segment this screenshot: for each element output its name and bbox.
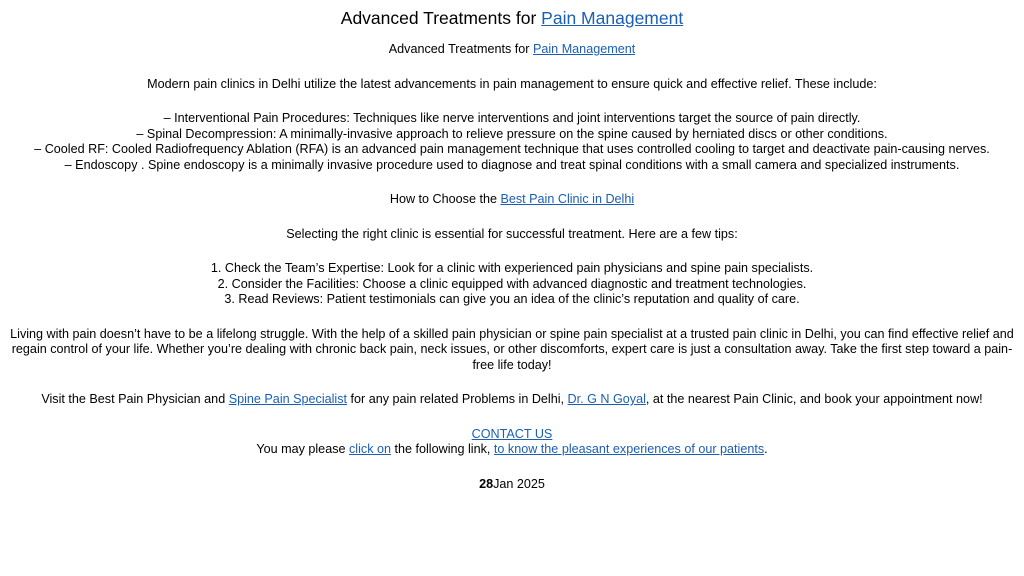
subtitle-text: Advanced Treatments for [388,42,533,56]
page-title [6,6,1018,30]
intro-paragraph: Modern pain clinics in Delhi utilize the latest advancements in pain management to ensure quick and effective relief. These include: [147,76,877,91]
choose-heading [6,192,1018,208]
choose-heading-text: How to Choose the [389,192,501,206]
treatment-item-interventional: – Interventional Pain Procedures: Techniques like nerve interventions and joint interventions target the source of pain directly. [163,111,861,125]
treatment-item-decompression: – Spinal Decompression: A minimally-invasive approach to relieve pressure on the spine caused by herniated discs or other conditions. [136,126,888,141]
visit-text-1: Visit the Best Pain Physician and [41,392,229,406]
tips-intro: Selecting the right clinic is essential for successful treatment. Here are a few tips: [286,226,738,241]
pain-management-link[interactable]: Pain Management [532,42,636,56]
date-month-year: Jan 2025 [493,476,545,491]
treatment-item-endoscopy: – Endoscopy . Spine endoscopy is a minimally invasive procedure used to diagnose and treat spinal conditions with a small camera and specialized instruments. [64,157,960,172]
page-title-text: Advanced Treatments for [340,8,542,28]
contact-text-1: You may please [256,442,349,456]
tips-list [6,261,1018,308]
pain-management-title-link[interactable]: Pain Management [541,8,684,28]
treatment-item-cooled-rf: – Cooled RF: Cooled Radiofrequency Ablation (RFA) is an advanced pain management technique that uses controlled cooling to target and deactivate pain-causing nerves. [34,142,990,156]
dr-gn-goyal-link[interactable]: Dr. G N Goyal [567,392,646,406]
visit-paragraph [6,392,1018,408]
patient-experiences-link[interactable]: to know the pleasant experiences of our patients [493,442,765,456]
spine-pain-specialist-link[interactable]: Spine Pain Specialist [228,392,348,406]
tip-item-reviews: 3. Read Reviews: Patient testimonials can give you an idea of the clinic’s reputation and quality of care. [224,292,800,306]
post-date [6,477,1018,493]
contact-us-link[interactable]: CONTACT US [471,426,553,441]
subtitle [6,42,1018,58]
click-on-link[interactable]: click on [349,442,391,456]
best-pain-clinic-link[interactable]: Best Pain Clinic in Delhi [500,192,635,206]
visit-text-2: for any pain related Problems in Delhi, [347,392,568,406]
experiences-line [6,442,1018,458]
contact-section [6,427,1018,458]
contact-text-3: . [764,442,768,456]
visit-text-3: , at the nearest Pain Clinic, and book your appointment now! [645,392,983,406]
tip-item-expertise: 1. Check the Team’s Expertise: Look for a clinic with experienced pain physicians and spine pain specialists. [210,261,814,275]
conclusion-paragraph: Living with pain doesn’t have to be a lifelong struggle. With the help of a skilled pain physician or spine pain specialist at a trusted pain clinic in Delhi, you can find effective relief and regain control of your life. Whether you’re dealing with chronic back pain, neck issues, or other discomforts, expert care is just a consultation away. Take the first step toward a pain-free life today! [10,326,1014,372]
treatments-list [6,111,1018,173]
date-day: 28 [479,476,494,491]
contact-text-2: the following link, [391,442,494,456]
tip-item-facilities: 2. Consider the Facilities: Choose a clinic equipped with advanced diagnostic and treatment technologies. [217,276,807,291]
